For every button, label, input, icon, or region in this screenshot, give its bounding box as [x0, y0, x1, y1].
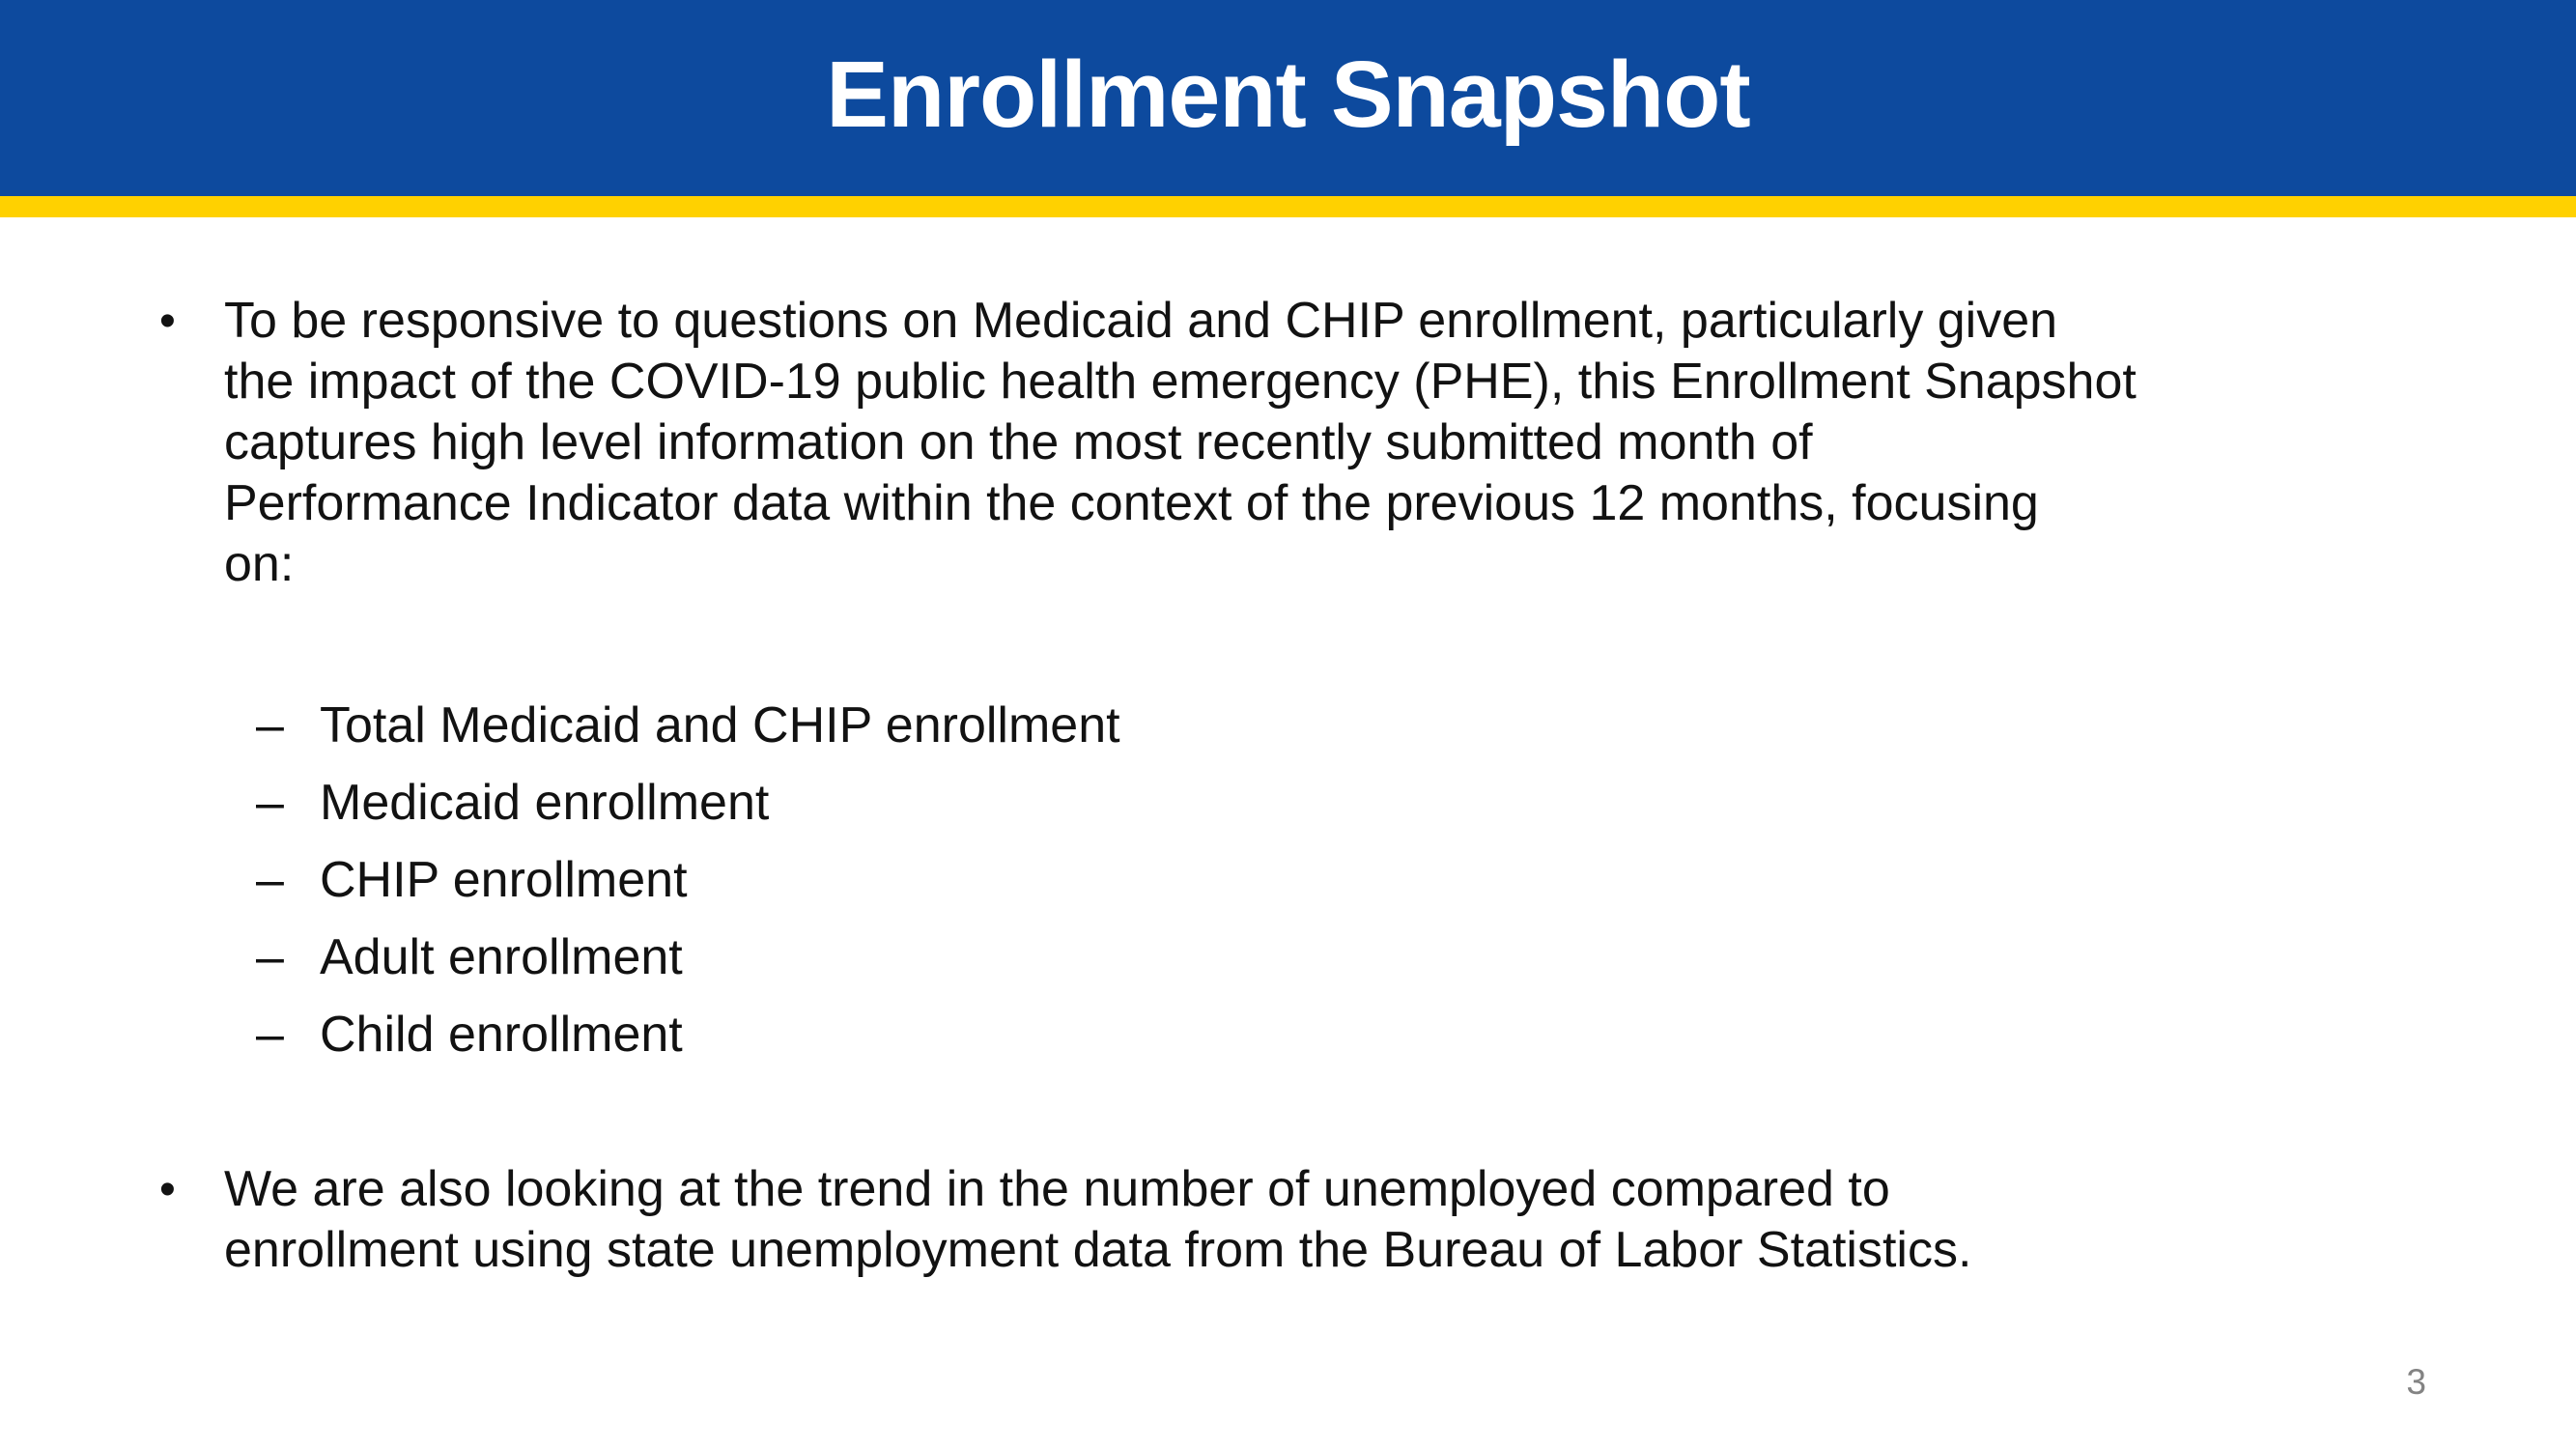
- sub-bullet-item: [256, 696, 2576, 756]
- page-number: 3: [2406, 1362, 2426, 1402]
- bullet-text-line: We are also looking at the trend in the number of unemployed compared to: [224, 1161, 1890, 1217]
- dash-icon: –: [256, 775, 284, 831]
- sub-bullet-item: [256, 850, 2576, 911]
- bullet-text-line: on:: [224, 536, 295, 592]
- bullet-item-2: [155, 1159, 2576, 1281]
- bullet-text-line: enrollment using state unemployment data from the Bureau of Labor Statistics.: [224, 1222, 1972, 1278]
- dash-icon: –: [256, 697, 284, 753]
- slide-body: [0, 217, 2576, 1281]
- bullet-text-line: To be responsive to questions on Medicaid and CHIP enrollment, particularly given: [224, 293, 2058, 349]
- sub-bullet-item: [256, 773, 2576, 834]
- sub-bullet-label: Medicaid enrollment: [320, 775, 770, 831]
- sub-bullet-item: [256, 1005, 2576, 1065]
- bullet-text-line: Performance Indicator data within the context of the previous 12 months, focusing: [224, 475, 2039, 531]
- sub-bullet-label: Total Medicaid and CHIP enrollment: [320, 697, 1120, 753]
- sub-bullet-label: Child enrollment: [320, 1007, 683, 1063]
- sub-bullet-list: [256, 696, 2576, 1065]
- accent-bar: [0, 196, 2576, 217]
- bullet-text-line: captures high level information on the most recently submitted month of: [224, 414, 1813, 470]
- bullet-text-1: [224, 291, 2137, 595]
- sub-bullet-label: CHIP enrollment: [320, 852, 688, 908]
- dash-icon: –: [256, 852, 284, 908]
- bullet-icon: •: [159, 1164, 176, 1215]
- bullet-item-1: [155, 291, 2576, 595]
- title-bar: [0, 0, 2576, 196]
- bullet-icon: •: [159, 296, 176, 347]
- sub-bullet-label: Adult enrollment: [320, 929, 683, 985]
- slide-title: Enrollment Snapshot: [826, 41, 1750, 147]
- bullet-text-2: [224, 1159, 1971, 1281]
- dash-icon: –: [256, 1007, 284, 1063]
- bullet-text-line: the impact of the COVID-19 public health emergency (PHE), this Enrollment Snapshot: [224, 354, 2137, 410]
- dash-icon: –: [256, 929, 284, 985]
- sub-bullet-item: [256, 927, 2576, 988]
